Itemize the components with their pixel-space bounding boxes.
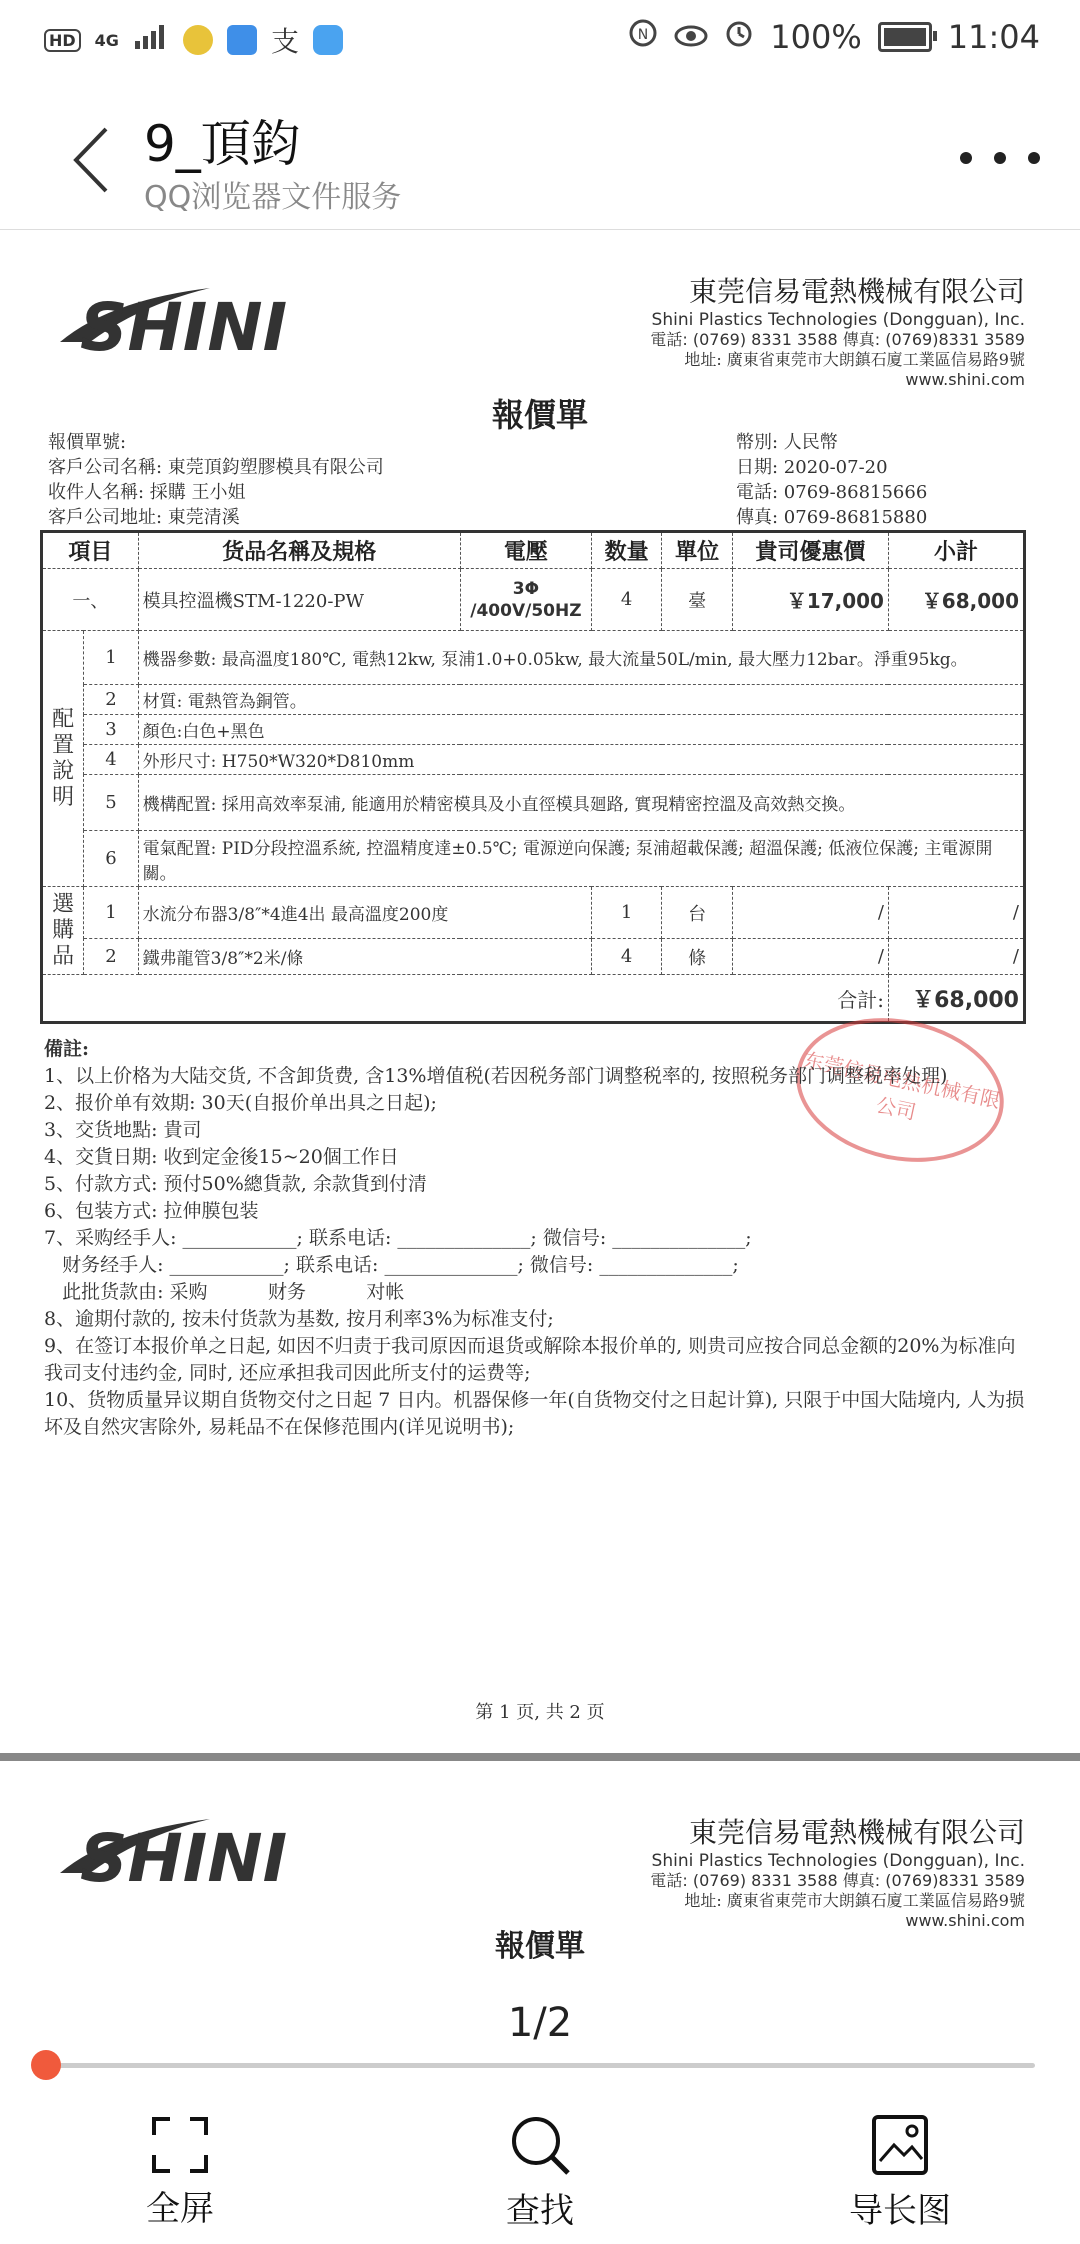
col-qty: 数量 [591,532,662,569]
note-item: 7、采购经手人: ____________; 联系电话: ______________; 微信号: ______________; [44,1227,752,1249]
total-amount: ￥68,000 [888,975,1024,1023]
progress-track [45,2063,1035,2068]
hd-badge: HD [44,29,81,52]
table-row: 5 機構配置: 採用高效率泵浦, 能適用於精密模具及小直徑模具廻路, 實現精密控溫及高效熱交換。 [42,775,1025,831]
status-bar [0,0,1080,80]
back-button[interactable] [60,120,120,200]
note-item: 此批货款由: 采购 财务 对帐 [44,1281,405,1303]
note-item: 6、包装方式: 拉伸膜包装 [44,1200,259,1222]
total-label: 合計: [42,975,889,1023]
table-row: 2 鐵弗龍管3/8″*2米/條 4 條 / / [42,939,1025,975]
optional-label: 選購品 [42,887,84,975]
notes-section [44,1036,1034,1441]
total-row [42,975,1025,1023]
table-row: 3 顏色:白色+黑色 [42,715,1025,745]
document-title: 報價單 [495,1929,585,1964]
note-item: 9、在签订本报价单之日起, 如因不归责于我司原因而退货或解除本报价单的, 则贵司应按合同总金额的20%为标准向我司支付违约金, 同时, 还应承担我司因此所支付的运费等; [44,1335,1016,1384]
company-info: 東莞信易電熱機械有限公司 Shini Plastics Technologies (Dongguan), Inc. 電話: (0769) 8331 3588 傳真: (0769)8331 3589 地址: 廣東省東莞市大朗鎮石廈工業區信易路9號 www.shini.com [650,1816,1025,1930]
progress-knob[interactable] [31,2050,61,2080]
main-item-name: 模具控溫機STM-1220-PW [138,569,460,631]
page-subtitle: QQ浏览器文件服务 [144,180,402,215]
date: 日期: 2020-07-20 [736,457,888,478]
more-options-button[interactable] [960,138,1040,178]
fullscreen-button[interactable]: 全屏 [80,2115,280,2230]
col-unit: 單位 [662,532,733,569]
company-name-cn: 東莞信易電熱機械有限公司 [688,275,1025,308]
page-number: 第 1 页, 共 2 页 [475,1702,605,1723]
table-row: 配置說明 1 機器參數: 最高溫度180℃, 電熱12kw, 泵浦1.0+0.05kw, 最大流量50L/min, 最大壓力12bar。淨重95kg。 [42,631,1025,685]
quote-number: 報價單號: [48,432,127,453]
table-row: 6 電氣配置: PID分段控溫系統, 控溫精度達±0.5℃; 電源逆向保護; 泵浦超載保護; 超溫保護; 低液位保護; 主電源開關。 [42,831,1025,887]
company-info [650,270,1025,390]
note-item: 8、逾期付款的, 按未付货款为基数, 按月利率3%为标准支付; [44,1308,554,1330]
main-item-voltage: 3Φ /400V/50HZ [460,569,591,631]
note-item: 2、报价单有效期: 30天(自报价单出具之日起); [44,1092,437,1114]
document-title: 報價單 [491,396,588,434]
shield-icon [313,25,343,55]
shini-logo [50,270,320,374]
company-name-en: Shini Plastics Technologies (Dongguan), Inc. [651,310,1025,330]
table-header-row [42,532,1025,569]
col-item: 項目 [42,532,139,569]
message-app-icon [227,25,257,55]
config-label: 配置說明 [42,631,84,887]
company-address: 地址: 廣東省東莞市大朗鎮石廈工業區信易路9號 [684,350,1025,369]
note-item: 10、货物质量异议期自货物交付之日起 7 日内。机器保修一年(自货物交付之日起计算), 只限于中国大陆境内, 人为损坏及自然灾害除外, 易耗品不在保修范围内(详见说明书); [44,1389,1025,1438]
alarm-icon [724,18,754,56]
nfc-icon [628,18,658,56]
svg-text:N: N [638,27,649,43]
col-name: 货品名稱及規格 [138,532,460,569]
shini-logo [50,1801,320,1905]
table-row: 2 材質: 電熱管為銅管。 [42,685,1025,715]
network-type: 4G [94,30,119,50]
logo-text: SHINI [80,1820,288,1897]
info-right [736,430,927,530]
fax: 傳真: 0769-86815880 [736,507,928,528]
export-long-image-button[interactable]: 导长图 [800,2113,1000,2232]
signal-icon [133,23,169,57]
table-row: 選購品 1 水流分布器3/8″*4進4出 最高溫度200度 1 台 / / [42,887,1025,939]
battery-percent: 100% [770,18,862,56]
col-price: 貴司優惠價 [732,532,888,569]
col-voltage: 電壓 [460,532,591,569]
page-progress-slider[interactable] [45,2055,1035,2075]
eye-comfort-icon [674,18,708,56]
battery-icon [878,22,932,52]
info-left [48,430,384,530]
note-item: 3、交货地點: 貴司 [44,1119,202,1141]
chevron-left-icon [70,125,110,195]
fullscreen-icon [150,2115,210,2175]
app-header [0,80,1080,230]
table-row: 4 外形尺寸: H750*W320*D810mm [42,745,1025,775]
customer-address: 客戶公司地址: 東莞清溪 [48,507,240,528]
phone: 電話: 0769-86815666 [736,482,928,503]
note-item: 5、付款方式: 预付50%總貨款, 余款貨到付清 [44,1173,427,1195]
find-button[interactable]: 查找 [440,2113,640,2232]
logo-text: SHINI [80,289,288,366]
customer-company: 客戶公司名稱: 東莞頂鈞塑膠模具有限公司 [48,457,384,478]
currency: 幣別: 人民幣 [736,432,838,453]
recipient: 收件人名稱: 採購 王小姐 [48,482,246,503]
quote-table [40,530,1026,1024]
page-indicator: 1/2 [507,2000,573,2046]
page-title: 9_頂鈞 [144,115,301,173]
company-phone-fax: 電話: (0769) 8331 3588 傳真: (0769)8331 3589 [650,330,1025,349]
search-icon [508,2113,572,2177]
note-item: 4、交貨日期: 收到定金後15~20個工作日 [44,1146,399,1168]
bottom-toolbar [0,2100,1080,2244]
image-download-icon [868,2113,932,2177]
clock: 11:04 [947,18,1040,56]
page-separator [0,1753,1080,1761]
alipay-icon: 支 [270,25,299,58]
company-stamp: 东莞信易电热机械有限公司 [783,1000,1018,1181]
company-website: www.shini.com [905,370,1025,389]
note-item: 财务经手人: ____________; 联系电话: ______________; 微信号: ______________; [44,1254,739,1276]
app-notification-icon [183,25,213,55]
document-page-1[interactable] [0,230,1080,1750]
table-row: 一、 模具控溫機STM-1220-PW 3Φ /400V/50HZ 4 臺 ￥17,000 ￥68,000 [42,569,1025,631]
notes-heading: 備註: [44,1038,90,1060]
col-subtotal: 小計 [888,532,1024,569]
note-item: 1、以上价格为大陆交货, 不含卸货费, 含13%增值税(若因税务部门调整税率的, 按照税务部门调整税率处理) [44,1065,948,1087]
